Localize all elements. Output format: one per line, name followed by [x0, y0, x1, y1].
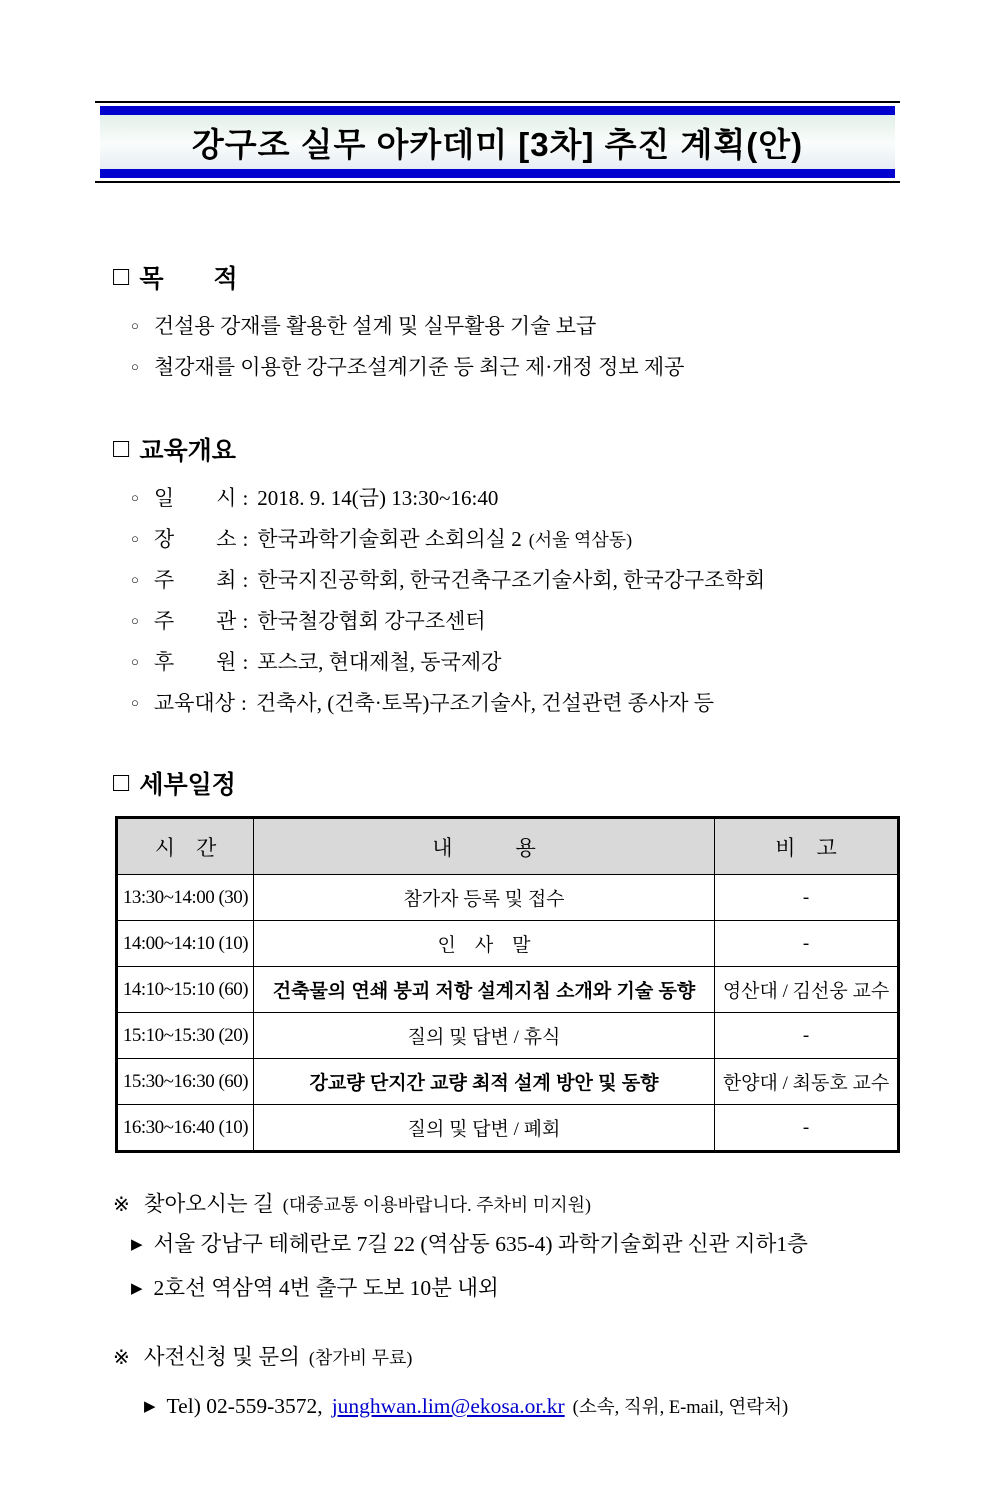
column-header-time: 시 간	[117, 818, 254, 875]
table-row	[117, 1059, 899, 1105]
circle-bullet-icon: ○	[131, 654, 139, 669]
schedule-content: 인 사 말	[254, 921, 715, 967]
triangle-bullet-icon: ▶	[144, 1399, 156, 1415]
schedule-time: 15:10~15:30 (20)	[117, 1013, 254, 1059]
contact-tel: Tel) 02-559-3572,	[166, 1394, 323, 1418]
schedule-note: -	[715, 921, 899, 967]
triangle-bullet-icon: ▶	[131, 1281, 143, 1297]
schedule-time: 14:10~15:10 (60)	[117, 967, 254, 1013]
directions-title: 찾아오시는 길	[143, 1192, 274, 1216]
schedule-time: 15:30~16:30 (60)	[117, 1059, 254, 1105]
label-separator: :	[242, 527, 249, 551]
section-overview-heading	[113, 431, 900, 467]
circle-bullet-icon: ○	[131, 318, 139, 333]
schedule-note: 영산대 / 김선웅 교수	[715, 967, 899, 1013]
label-separator: :	[242, 486, 249, 510]
schedule-time: 13:30~14:00 (30)	[117, 875, 254, 921]
square-marker-icon: □	[113, 766, 130, 797]
schedule-time: 16:30~16:40 (10)	[117, 1105, 254, 1152]
contact-note: (참가비 무료)	[308, 1348, 413, 1368]
overview-item-value: 포스코, 현대제철, 동국제강	[257, 650, 502, 674]
overview-item-label: 후 원	[153, 650, 237, 674]
schedule-content: 강교량 단지간 교량 최적 설계 방안 및 동향	[254, 1059, 715, 1105]
contact-email-link[interactable]: junghwan.lim@ekosa.or.kr	[331, 1394, 565, 1418]
purpose-heading-label: 목 적	[139, 265, 238, 293]
contact-section	[113, 1340, 932, 1428]
directions-title-line	[113, 1187, 932, 1222]
overview-item-venue	[131, 520, 900, 561]
circle-bullet-icon: ○	[131, 531, 139, 546]
column-header-note: 비 고	[715, 818, 899, 875]
label-separator: :	[242, 568, 249, 592]
schedule-header-row	[117, 818, 899, 875]
section-schedule-heading	[113, 765, 900, 801]
triangle-bullet-icon: ▶	[131, 1237, 143, 1253]
overview-item-value: 한국과학기술회관 소회의실 2	[257, 527, 522, 551]
directions-address-text: 서울 강남구 테헤란로 7길 22 (역삼동 635-4) 과학기술회관 신관 지하1층	[153, 1232, 808, 1256]
table-row	[117, 1013, 899, 1059]
document-title: 강구조 실무 아카데미 [3차] 추진 계획(안)	[191, 125, 804, 163]
directions-note: (대중교통 이용바랍니다. 주차비 미지원)	[282, 1195, 591, 1215]
circle-bullet-icon: ○	[131, 572, 139, 587]
overview-item-label: 일 시	[153, 486, 237, 510]
overview-item-value: 한국지진공학회, 한국건축구조기술사회, 한국강구조학회	[257, 568, 766, 592]
schedule-content: 건축물의 연쇄 붕괴 저항 설계지침 소개와 기술 동향	[254, 967, 715, 1013]
circle-bullet-icon: ○	[131, 490, 139, 505]
reference-mark-icon: ※	[113, 1194, 130, 1216]
overview-item-value: 건축사, (건축·토목)구조기술사, 건설관련 종사자 등	[255, 691, 715, 715]
circle-bullet-icon: ○	[131, 359, 139, 374]
square-marker-icon: □	[113, 260, 130, 291]
table-row	[117, 967, 899, 1013]
directions-section	[113, 1187, 932, 1310]
contact-title-line	[113, 1340, 932, 1375]
purpose-item	[131, 348, 900, 389]
column-header-content: 내 용	[254, 818, 715, 875]
schedule-note: -	[715, 1013, 899, 1059]
directions-address-line	[131, 1226, 932, 1266]
directions-subway-text: 2호선 역삼역 4번 출구 도보 10분 내외	[153, 1276, 499, 1300]
contact-tel-line	[144, 1388, 932, 1428]
table-row	[117, 875, 899, 921]
section-purpose-heading	[113, 259, 900, 295]
overview-item-value: 한국철강협회 강구조센터	[257, 609, 486, 633]
overview-list	[131, 479, 900, 725]
contact-title: 사전신청 및 문의	[143, 1345, 300, 1369]
overview-item-organizer	[131, 602, 900, 643]
purpose-item-text: 건설용 강재를 활용한 설계 및 실무활용 기술 보급	[153, 314, 597, 338]
overview-item-sponsors	[131, 643, 900, 684]
circle-bullet-icon: ○	[131, 695, 139, 710]
title-banner-inner	[100, 106, 895, 178]
purpose-item-text: 철강재를 이용한 강구조설계기준 등 최근 제·개정 정보 제공	[153, 355, 685, 379]
schedule-heading-label: 세부일정	[139, 771, 236, 799]
overview-item-note: (서울 역삼동)	[528, 530, 633, 550]
overview-item-label: 교육대상	[153, 691, 236, 715]
schedule-content: 질의 및 답변 / 휴식	[254, 1013, 715, 1059]
schedule-note: -	[715, 1105, 899, 1152]
schedule-time: 14:00~14:10 (10)	[117, 921, 254, 967]
overview-item-label: 장 소	[153, 527, 237, 551]
label-separator: :	[242, 650, 249, 674]
schedule-content: 질의 및 답변 / 폐회	[254, 1105, 715, 1152]
contact-suffix: (소속, 직위, E-mail, 연락처)	[572, 1398, 789, 1418]
reference-mark-icon: ※	[113, 1347, 130, 1369]
label-separator: :	[242, 609, 249, 633]
directions-subway-line	[131, 1270, 932, 1310]
title-banner	[95, 101, 900, 183]
purpose-item	[131, 307, 900, 348]
overview-item-label: 주 최	[153, 568, 237, 592]
label-separator: :	[241, 691, 247, 715]
schedule-content: 참가자 등록 및 접수	[254, 875, 715, 921]
overview-item-value: 2018. 9. 14(금) 13:30~16:40	[257, 486, 499, 510]
schedule-note: -	[715, 875, 899, 921]
schedule-note: 한양대 / 최동호 교수	[715, 1059, 899, 1105]
overview-item-date	[131, 479, 900, 520]
table-row	[117, 921, 899, 967]
overview-item-audience	[131, 684, 900, 725]
overview-item-label: 주 관	[153, 609, 237, 633]
purpose-list	[131, 307, 900, 389]
overview-item-hosts	[131, 561, 900, 602]
overview-heading-label: 교육개요	[139, 437, 236, 465]
circle-bullet-icon: ○	[131, 613, 139, 628]
table-row	[117, 1105, 899, 1152]
schedule-table	[115, 816, 900, 1153]
square-marker-icon: □	[113, 432, 130, 463]
